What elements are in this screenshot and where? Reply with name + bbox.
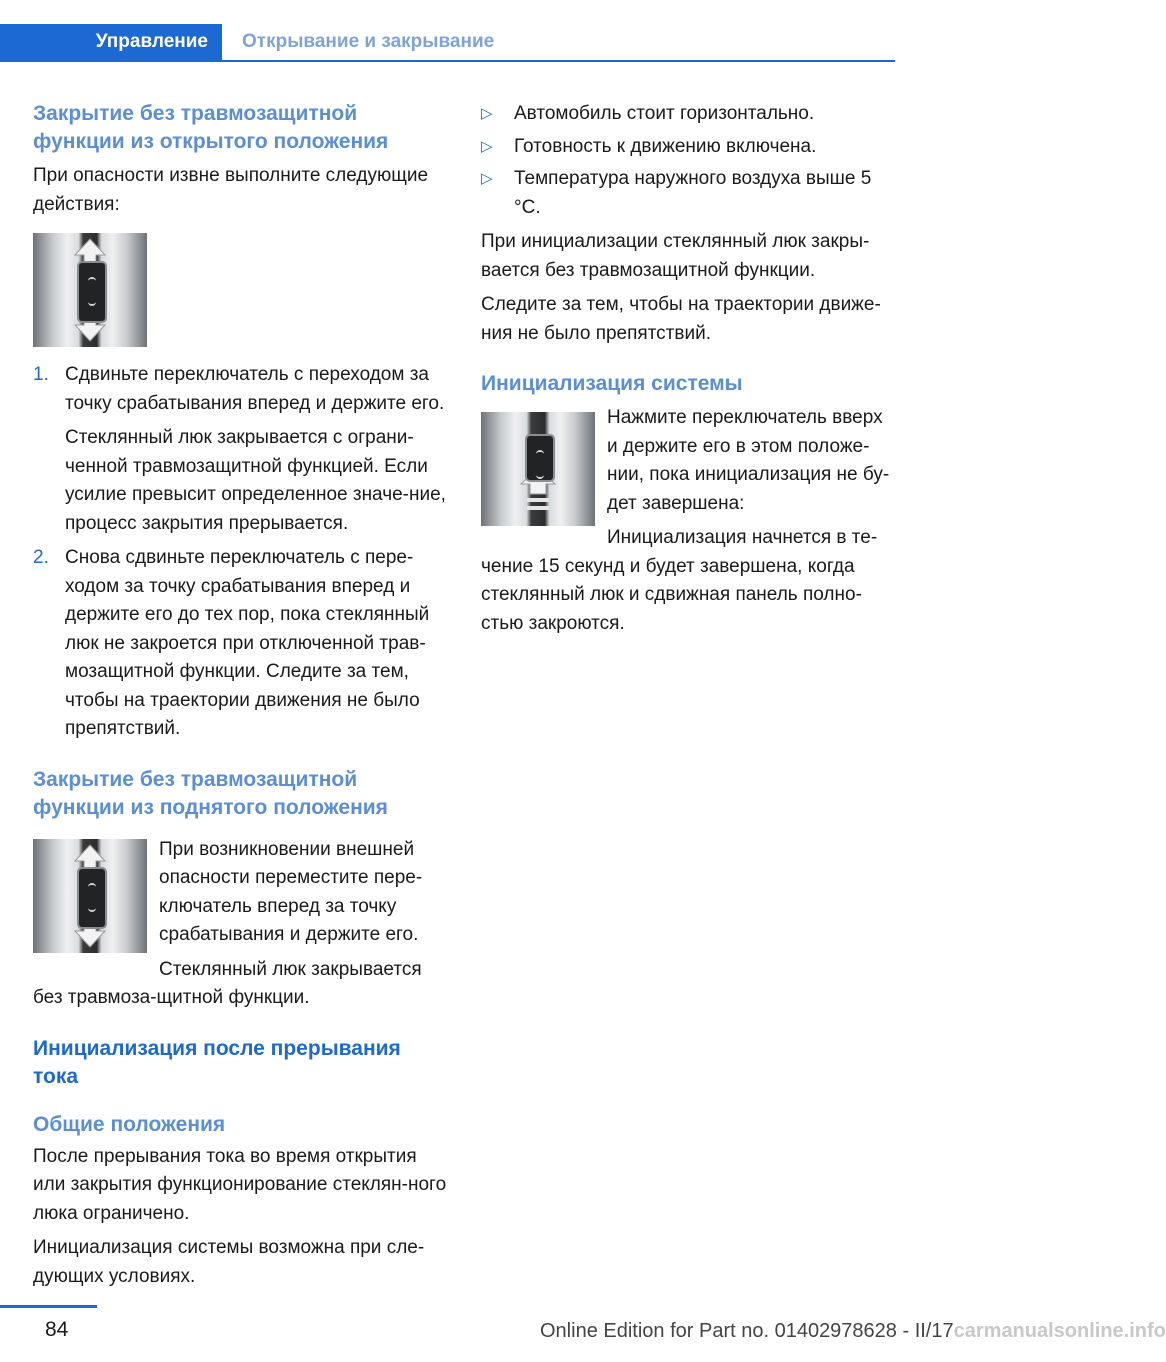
list-item — [481, 133, 897, 162]
right-column — [481, 100, 897, 638]
triangle-right-icon: ▷ — [481, 105, 493, 122]
section-tab[interactable]: Открывание и закрывание — [242, 31, 495, 52]
step-number: 1. — [33, 364, 49, 385]
system-init-block — [481, 404, 897, 638]
edition-line — [540, 1320, 1166, 1343]
heading-close-open: Закрытие без травмозащитной функции из открытого положения — [33, 102, 389, 153]
step-text: Снова сдвиньте переключатель с пере‐ходом за точку срабатывания вперед и держите его до тех пор, пока стеклянный люк не закроется при отключенной трав‐мозащитной функции. Следите за тем, чтобы на траектории движения не было препятствий. — [65, 547, 430, 739]
list-item — [33, 544, 450, 744]
watermark-text: carmanualsonline.info — [953, 1320, 1166, 1342]
switch-slide-forward-image-2 — [33, 839, 147, 953]
step-number: 2. — [33, 547, 49, 568]
chapter-tab[interactable] — [0, 24, 222, 60]
general-text-1: После прерывания тока во время открытия или закрытия функционирование стеклян‐ного люка ограничено. — [33, 1145, 447, 1224]
edition-text: Online Edition for Part no. 01402978628 - II/17 — [540, 1320, 954, 1342]
raised-instruction: При возникновении внешней опасности переместите пере‐ключатель вперед за точку срабатывания и держите его. — [159, 838, 423, 945]
roof-switch — [77, 867, 107, 929]
page-number: 84 — [45, 1318, 69, 1341]
list-item — [481, 100, 897, 129]
list-item — [481, 165, 897, 222]
page-header — [0, 24, 895, 62]
condition-text: Готовность к движению включена. — [514, 135, 817, 157]
switch-press-up-image — [481, 412, 595, 526]
conditions-list — [481, 100, 897, 222]
init-note-1: При инициализации стеклянный люк закры‐вается без травмозащитной функции. — [481, 231, 870, 281]
left-column — [33, 100, 450, 1291]
switch-slide-forward-image — [33, 233, 147, 347]
system-init-result: Инициализация начнется в те‐чение 15 секунд и будет завершена, когда стеклянный люк и сдвижная панель полно‐стью закроются. — [481, 527, 878, 634]
triangle-right-icon: ▷ — [481, 137, 493, 155]
steps-list — [33, 361, 450, 744]
condition-text: Автомобиль стоит горизонтально. — [514, 103, 815, 124]
footer-rule — [0, 1305, 97, 1308]
raised-block — [33, 836, 450, 950]
list-item — [33, 361, 450, 538]
system-init-text: Нажмите переключатель вверх и держите его в этом положе‐нии, пока инициализация не бу‐дет завершена: — [607, 407, 890, 514]
heading-init-after-power: Инициализация после прерывания тока — [33, 1036, 401, 1088]
raised-result: Стеклянный люк закрывается без травмоза‐щитной функции. — [33, 958, 422, 1008]
chapter-label: Управление — [95, 31, 208, 52]
header-rule — [0, 60, 895, 62]
general-text-2: Инициализация системы возможна при сле‐дующих условиях. — [33, 1237, 425, 1287]
condition-text: Температура наружного воздуха выше 5 °C. — [514, 168, 872, 218]
init-note-2: Следите за тем, чтобы на траектории движе‐ния не было препятствий. — [481, 294, 881, 344]
heading-close-raised: Закрытие без травмозащитной функции из поднятого положения — [33, 767, 388, 819]
roof-switch — [77, 261, 107, 323]
intro-text: При опасности извне выполните следующие действия: — [33, 165, 429, 215]
heading-general: Общие положения — [33, 1112, 226, 1136]
triangle-right-icon: ▷ — [481, 170, 493, 187]
step-note: Стеклянный люк закрывается с ограни‐ченной травмозащитной функцией. Если усилие превысит определенное значе‐ние, процесс закрытия прерывается. — [65, 427, 446, 534]
roof-switch — [525, 434, 555, 482]
step-text: Сдвиньте переключатель с переходом за точку срабатывания вперед и держите его. — [65, 364, 445, 414]
heading-system-init: Инициализация системы — [481, 372, 743, 395]
